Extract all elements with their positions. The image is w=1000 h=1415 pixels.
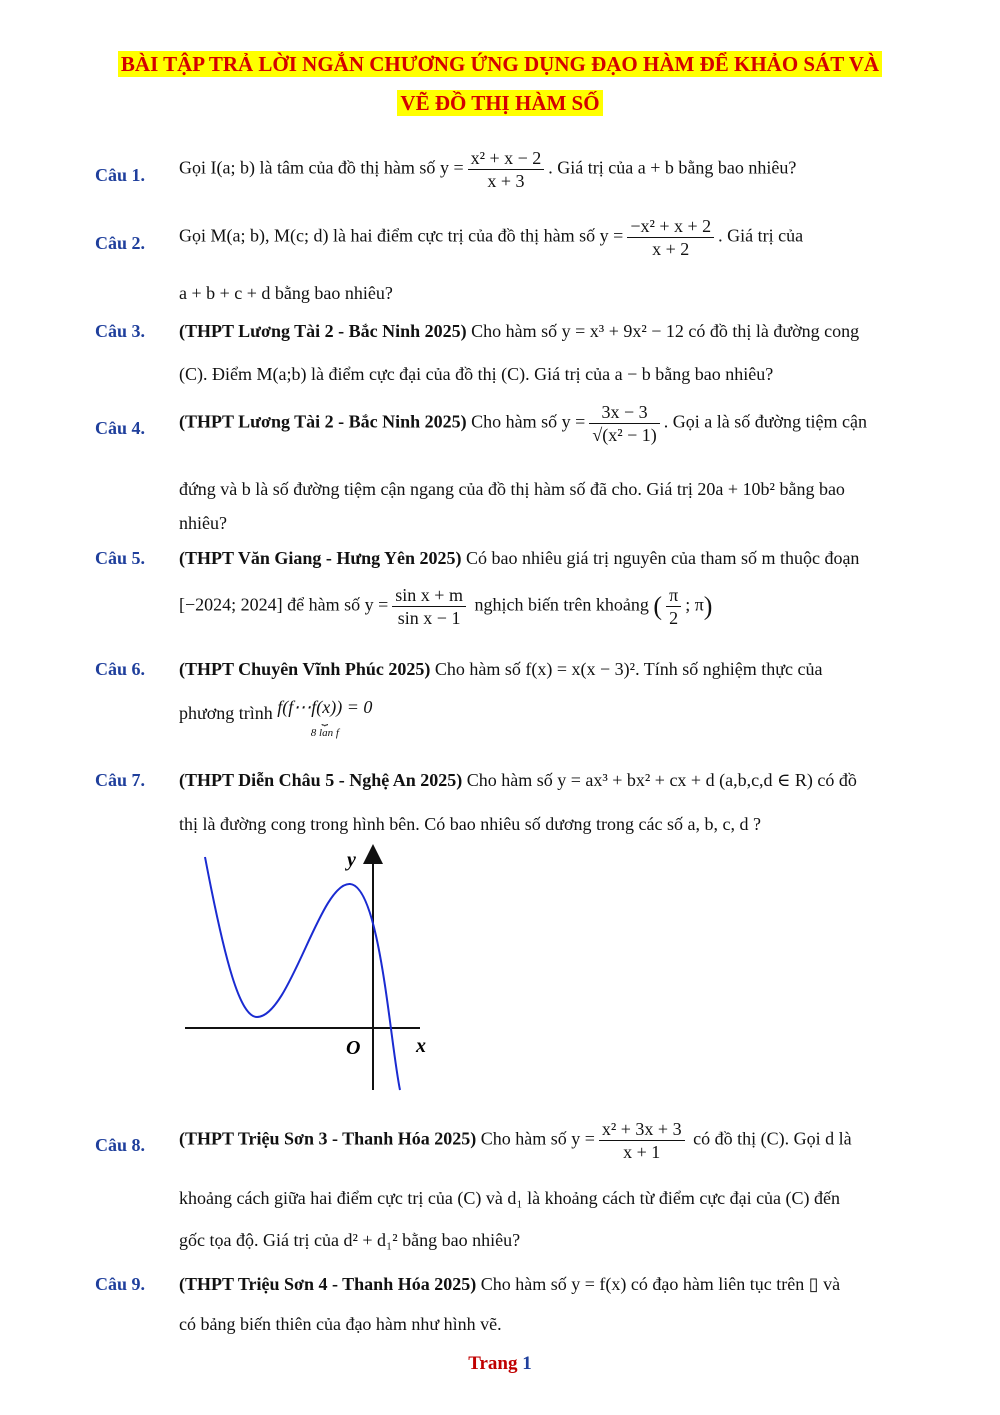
question-text: phương trình [179, 703, 273, 723]
question-label: Câu 5. [95, 548, 146, 568]
question-1 [95, 147, 952, 192]
question-label: Câu 4. [95, 418, 146, 438]
question-text: Cho hàm số y = ax³ + bx² + cx + d (a,b,c,d ∈ R) có đồ [466, 770, 857, 790]
fraction-numerator: sin x + m [392, 584, 466, 607]
fraction [589, 401, 659, 446]
interval-tail: ; π [685, 594, 704, 615]
question-text: Cho hàm số f(x) = x(x − 3)². Tính số nghiệm thực của [434, 659, 823, 679]
question-source: (THPT Chuyên Vĩnh Phúc 2025) [179, 659, 431, 679]
question-source: (THPT Diễn Châu 5 - Nghệ An 2025) [179, 770, 463, 790]
origin-label: O [346, 1037, 361, 1059]
question-text: Cho hàm số [471, 411, 558, 432]
question-source: (THPT Triệu Sơn 4 - Thanh Hóa 2025) [179, 1274, 477, 1294]
question-body [179, 317, 952, 345]
fraction-denominator: 2 [669, 608, 679, 628]
question-source: (THPT Triệu Sơn 3 - Thanh Hóa 2025) [179, 1128, 477, 1149]
fraction-denominator: x + 2 [652, 239, 690, 259]
question-line-3: nhiêu? [179, 513, 227, 533]
question-5 [95, 544, 952, 628]
question-body [179, 544, 952, 572]
question-4 [95, 401, 952, 533]
question-9 [95, 1270, 952, 1334]
question-body [179, 655, 952, 683]
question-source: (THPT Lương Tài 2 - Bắc Ninh 2025) [179, 321, 467, 341]
question-body [179, 1118, 952, 1163]
page-number: 1 [522, 1353, 532, 1374]
x-axis-label: x [416, 1035, 426, 1057]
question-line-2: [−2024; 2024] để hàm số y = $\frac{\text{sin x + m}}{\text{sin x − 1}}$ nghịch biến trên khoảng ( $\frac{\pi}{2}$ ; π) [179, 585, 713, 628]
function-lhs: y = [571, 1128, 595, 1149]
question-text: Gọi I(a; b) là tâm của đồ thị hàm số [179, 157, 436, 178]
title-text-2: VẼ ĐỒ THỊ HÀM SỐ [397, 90, 602, 116]
question-body [179, 215, 952, 260]
nested-equation [277, 699, 372, 741]
fraction [599, 1118, 685, 1163]
question-text-tail: có đồ thị (C). Gọi d là [693, 1128, 852, 1149]
equation: f(f⋯f(x)) = 0 [277, 697, 373, 717]
question-6 [95, 655, 952, 739]
question-line-2 [179, 699, 952, 741]
question-text: Có bao nhiêu giá trị nguyên của tham số m thuộc đoạn [466, 548, 860, 568]
question-text-tail: . Gọi a là số đường tiệm cận [663, 411, 867, 432]
fraction-numerator: π [666, 584, 681, 607]
question-body [179, 1270, 952, 1298]
underbrace: ⏟ [321, 714, 329, 726]
fraction [468, 147, 545, 192]
question-line-3: gốc tọa độ. Giá trị của d² + d₁² bằng bao nhiêu? [179, 1230, 521, 1250]
question-line-2: có bảng biến thiên của đạo hàm như hình vẽ. [179, 1314, 502, 1334]
question-text: Cho hàm số [480, 1128, 567, 1149]
fraction-denominator: √(x² − 1) [592, 425, 657, 445]
question-line-2: khoảng cách giữa hai điểm cực trị của (C) và d₁ là khoảng cách từ điểm cực đại của (C) đến [179, 1188, 841, 1208]
question-text-tail: . Giá trị của [718, 225, 804, 246]
question-line-2: thị là đường cong trong hình bên. Có bao nhiêu số dương trong các số a, b, c, d ? [179, 814, 761, 834]
page-footer [0, 1353, 1000, 1375]
question-text: [−2024; 2024] để hàm số [179, 594, 361, 615]
question-label: Câu 6. [95, 659, 146, 679]
question-label: Câu 3. [95, 321, 146, 341]
question-label: Câu 9. [95, 1274, 146, 1294]
question-text: Cho hàm số y = f(x) có đạo hàm liên tục trên ▯ và [480, 1274, 841, 1294]
question-line-2: đứng và b là số đường tiệm cận ngang của đồ thị hàm số đã cho. Giá trị 20a + 10b² bằng bao [179, 479, 845, 499]
function-lhs: y = [364, 594, 389, 615]
question-8 [95, 1118, 952, 1250]
question-label: Câu 7. [95, 770, 146, 790]
question-text: Cho hàm số y = x³ + 9x² − 12 có đồ thị là đường cong [471, 321, 860, 341]
page-label: Trang [468, 1353, 518, 1374]
question-source: (THPT Văn Giang - Hưng Yên 2025) [179, 548, 462, 568]
question-label: Câu 1. [95, 165, 146, 185]
fraction-denominator: x + 3 [487, 171, 525, 191]
cubic-curve [205, 857, 400, 1090]
question-line-2: (C). Điểm M(a;b) là điểm cực đại của đồ thị (C). Giá trị của a − b bằng bao nhiêu? [179, 364, 774, 384]
function-lhs: y = [439, 157, 464, 178]
fraction-numerator: x² + x − 2 [468, 147, 545, 170]
question-label: Câu 2. [95, 233, 146, 253]
question-body [179, 147, 952, 192]
function-lhs: y = [561, 411, 586, 432]
title-text-1: BÀI TẬP TRẢ LỜI NGẮN CHƯƠNG ỨNG DỤNG ĐẠO HÀM ĐỂ KHẢO SÁT VÀ [118, 51, 882, 77]
question-2 [95, 215, 952, 303]
title-line-2 [0, 91, 1000, 116]
question-text: nghịch biến trên khoảng [474, 594, 649, 615]
question-text-tail: . Giá trị của a + b bằng bao nhiêu? [548, 157, 797, 178]
question-label: Câu 8. [95, 1135, 146, 1155]
question-7 [95, 766, 952, 834]
fraction [627, 215, 714, 260]
question-line-2: a + b + c + d bằng bao nhiêu? [179, 283, 393, 303]
function-lhs: y = [599, 225, 624, 246]
fraction-numerator: 3x − 3 [589, 401, 659, 424]
fraction [392, 584, 466, 629]
underbrace-label: 8 lan f [310, 727, 339, 739]
interval-fraction [666, 584, 681, 629]
question-body [179, 401, 952, 446]
cubic-graph [180, 842, 440, 1092]
fraction-numerator: −x² + x + 2 [627, 215, 714, 238]
question-3 [95, 317, 952, 384]
question-text: Gọi M(a; b), M(c; d) là hai điểm cực trị của đồ thị hàm số [179, 225, 596, 246]
fraction-denominator: sin x − 1 [397, 608, 461, 628]
question-source: (THPT Lương Tài 2 - Bắc Ninh 2025) [179, 411, 467, 432]
y-axis-label: y [347, 849, 356, 871]
fraction-numerator: x² + 3x + 3 [599, 1118, 685, 1141]
question-body [179, 766, 952, 794]
fraction-denominator: x + 1 [623, 1142, 661, 1162]
title-line-1 [0, 52, 1000, 77]
